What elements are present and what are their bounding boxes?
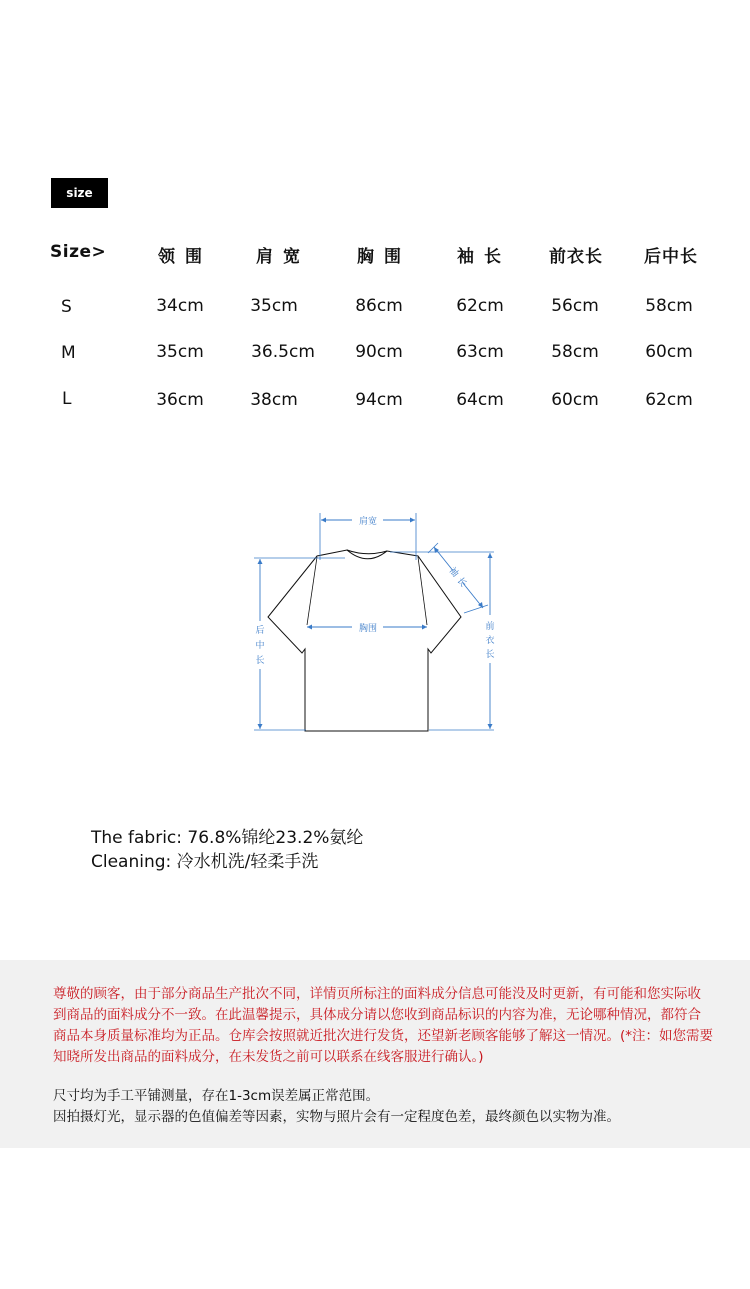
back-length-label-2: 中	[255, 641, 265, 651]
table-row-size-label: L	[62, 389, 72, 409]
notice-panel	[0, 960, 750, 1148]
table-cell: 62cm	[456, 296, 504, 316]
table-header-neck: 领 围	[158, 247, 204, 267]
table-header-size: Size>	[50, 242, 107, 262]
measurement-notes	[53, 1086, 733, 1128]
sleeve-label-2: 长	[454, 575, 468, 590]
front-length-label-3: 长	[485, 650, 495, 660]
table-cell: 64cm	[456, 390, 504, 410]
back-length-arrow-bottom	[258, 724, 263, 729]
table-header-shoulder: 肩 宽	[256, 247, 302, 267]
back-length-label-1: 后	[255, 626, 265, 636]
tshirt-measurement-diagram	[250, 505, 500, 745]
table-cell: 56cm	[551, 296, 599, 316]
size-tag: size	[51, 178, 108, 208]
sleeve-label-1: 袖	[446, 565, 460, 580]
back-length-label-3: 长	[255, 656, 265, 666]
table-cell: 94cm	[355, 390, 403, 410]
shoulder-label: 肩宽	[358, 517, 378, 527]
front-length-label-2: 衣	[485, 636, 495, 646]
fabric-info	[91, 826, 363, 874]
table-row-size-label: M	[61, 343, 76, 363]
shoulder-arrow-right	[410, 518, 415, 523]
fabric-line: The fabric: 76.8%锦纶23.2%氨纶	[91, 828, 364, 848]
tshirt-outline	[268, 550, 461, 731]
color-note: 因拍摄灯光，显示器的色值偏差等因素，实物与照片会有一定程度色差，最终颜色以实物为准。	[53, 1109, 620, 1125]
front-length-arrow-bottom	[488, 724, 493, 729]
cleaning-line: Cleaning: 冷水机洗/轻柔手洗	[91, 852, 319, 872]
front-length-label-1: 前	[485, 622, 495, 632]
table-cell: 38cm	[250, 390, 298, 410]
table-header-back-length: 后中长	[644, 247, 698, 267]
table-cell: 36cm	[156, 390, 204, 410]
table-row-size-label: S	[61, 297, 72, 317]
table-cell: 60cm	[645, 342, 693, 362]
table-cell: 35cm	[156, 342, 204, 362]
measurement-note: 尺寸均为手工平铺测量，存在1-3cm误差属正常范围。	[53, 1088, 380, 1104]
sleeve-tick-bottom	[464, 605, 488, 613]
table-cell: 34cm	[156, 296, 204, 316]
fabric-notice-text: 尊敬的顾客，由于部分商品生产批次不同，详情页所标注的面料成分信息可能没及时更新，有可能和您实际收到商品的面料成分不一致。在此温馨提示，具体成分请以您收到商品标识的内容为准，无论哪种情况，都符合商品本身质量标准均为正品。仓库会按照就近批次进行发货，还望新老顾客能够了解这一情况。(*注：如您需要知晓所发出商品的面料成分，在未发货之前可以联系在线客服进行确认。)	[53, 986, 714, 1065]
back-length-arrow-top	[258, 559, 263, 564]
shoulder-arrow-left	[321, 518, 326, 523]
table-cell: 35cm	[250, 296, 298, 316]
table-cell: 62cm	[645, 390, 693, 410]
tshirt-diagram-svg	[250, 505, 500, 745]
table-cell: 90cm	[355, 342, 403, 362]
table-cell: 60cm	[551, 390, 599, 410]
chest-label: 胸围	[358, 624, 378, 634]
table-cell: 58cm	[645, 296, 693, 316]
table-header-sleeve: 袖 长	[457, 247, 503, 267]
front-length-arrow-top	[488, 553, 493, 558]
table-header-front-length: 前衣长	[549, 247, 603, 267]
table-cell: 58cm	[551, 342, 599, 362]
table-header-chest: 胸 围	[357, 247, 403, 267]
table-cell: 36.5cm	[251, 342, 315, 362]
table-cell: 63cm	[456, 342, 504, 362]
table-cell: 86cm	[355, 296, 403, 316]
